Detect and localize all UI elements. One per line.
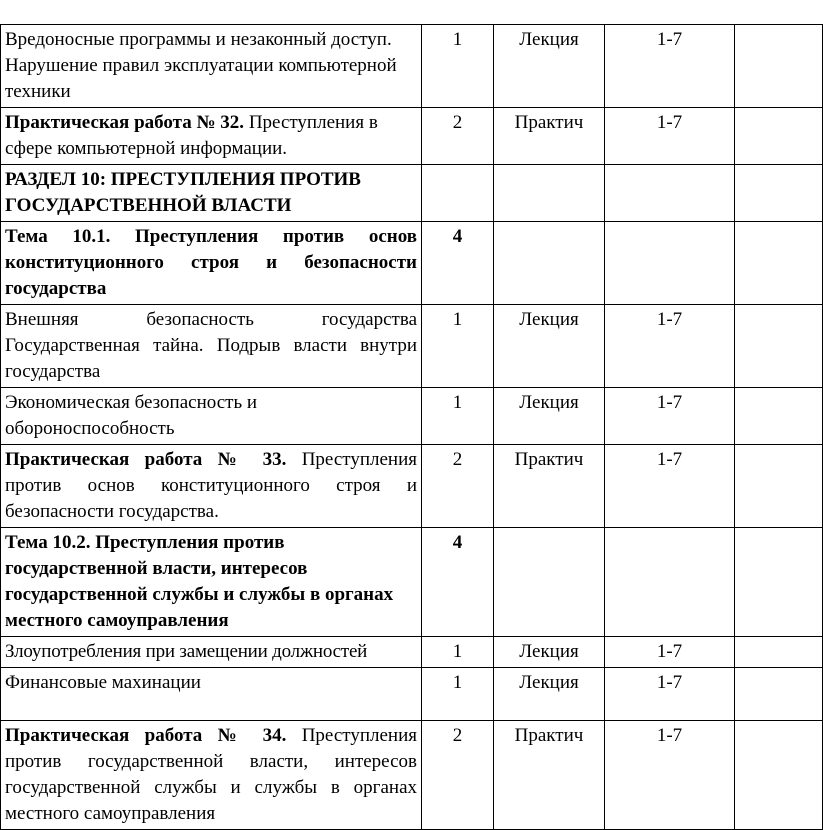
- table-row: [1, 305, 823, 388]
- topic-cell: Вредоносные программы и незаконный доступ. Нарушение правил эксплуатации компьютерной техники: [1, 25, 422, 108]
- section-row: [1, 165, 823, 222]
- empty-cell: [735, 721, 823, 830]
- hours-cell: 1: [422, 668, 494, 721]
- practice-topic: Преступления в сфере компьютерной информации.: [5, 112, 378, 159]
- hours-cell: 2: [422, 108, 494, 165]
- topic-cell: Внешняя безопасность государства Государственная тайна. Подрыв власти внутри государства: [1, 305, 422, 388]
- empty-cell: [735, 637, 823, 668]
- empty-cell: [735, 222, 823, 305]
- curriculum-table: [0, 24, 823, 830]
- practice-topic: Преступления против основ конституционного строя и безопасности государства.: [5, 449, 417, 522]
- empty-cell: [494, 528, 605, 637]
- competencies-cell: 1-7: [605, 637, 735, 668]
- empty-cell: [605, 222, 735, 305]
- lesson-type-cell: Лекция: [494, 637, 605, 668]
- empty-cell: [735, 108, 823, 165]
- section-heading: РАЗДЕЛ 10: ПРЕСТУПЛЕНИЯ ПРОТИВ ГОСУДАРСТВЕННОЙ ВЛАСТИ: [1, 165, 422, 222]
- topic-cell: Злоупотребления при замещении должностей: [1, 637, 422, 668]
- competencies-cell: 1-7: [605, 721, 735, 830]
- empty-cell: [735, 388, 823, 445]
- empty-cell: [605, 165, 735, 222]
- lesson-type-cell: Практич: [494, 108, 605, 165]
- hours-cell: 1: [422, 637, 494, 668]
- competencies-cell: 1-7: [605, 445, 735, 528]
- hours-cell: 4: [422, 222, 494, 305]
- hours-cell: 2: [422, 445, 494, 528]
- table-row: [1, 25, 823, 108]
- lesson-type-cell: Практич: [494, 445, 605, 528]
- empty-cell: [735, 668, 823, 721]
- hours-cell: 1: [422, 388, 494, 445]
- topic-cell: [1, 108, 422, 165]
- empty-cell: [735, 25, 823, 108]
- theme-heading: Тема 10.1. Преступления против основ конституционного строя и безопасности государства: [1, 222, 422, 305]
- table-row: [1, 388, 823, 445]
- theme-heading: Тема 10.2. Преступления против государственной власти, интересов государственной службы и службы в органах местного самоуправления: [1, 528, 422, 637]
- empty-cell: [422, 165, 494, 222]
- theme-row: [1, 222, 823, 305]
- topic-cell: [1, 445, 422, 528]
- competencies-cell: 1-7: [605, 25, 735, 108]
- hours-cell: 1: [422, 25, 494, 108]
- empty-cell: [735, 528, 823, 637]
- practice-label: Практическая работа № 32.: [5, 112, 245, 133]
- table-row: [1, 668, 823, 721]
- hours-cell: 2: [422, 721, 494, 830]
- lesson-type-cell: Лекция: [494, 305, 605, 388]
- table-row: [1, 108, 823, 165]
- empty-cell: [494, 165, 605, 222]
- hours-cell: 4: [422, 528, 494, 637]
- hours-cell: 1: [422, 305, 494, 388]
- topic-cell: Экономическая безопасность и обороноспособность: [1, 388, 422, 445]
- lesson-type-cell: Лекция: [494, 388, 605, 445]
- competencies-cell: 1-7: [605, 108, 735, 165]
- practice-label: Практическая работа № 34.: [5, 725, 287, 746]
- table-row: [1, 721, 823, 830]
- empty-cell: [494, 222, 605, 305]
- lesson-type-cell: Лекция: [494, 668, 605, 721]
- lesson-type-cell: Практич: [494, 721, 605, 830]
- table-row: [1, 445, 823, 528]
- empty-cell: [605, 528, 735, 637]
- competencies-cell: 1-7: [605, 305, 735, 388]
- theme-row: [1, 528, 823, 637]
- topic-cell: [1, 721, 422, 830]
- empty-cell: [735, 445, 823, 528]
- table-row: [1, 637, 823, 668]
- topic-cell: Финансовые махинации: [1, 668, 422, 721]
- empty-cell: [735, 165, 823, 222]
- lesson-type-cell: Лекция: [494, 25, 605, 108]
- competencies-cell: 1-7: [605, 668, 735, 721]
- competencies-cell: 1-7: [605, 388, 735, 445]
- empty-cell: [735, 305, 823, 388]
- practice-topic: Преступления против государственной власти, интересов государственной службы и службы в органах местного самоуправления: [5, 725, 417, 824]
- practice-label: Практическая работа № 33.: [5, 449, 287, 470]
